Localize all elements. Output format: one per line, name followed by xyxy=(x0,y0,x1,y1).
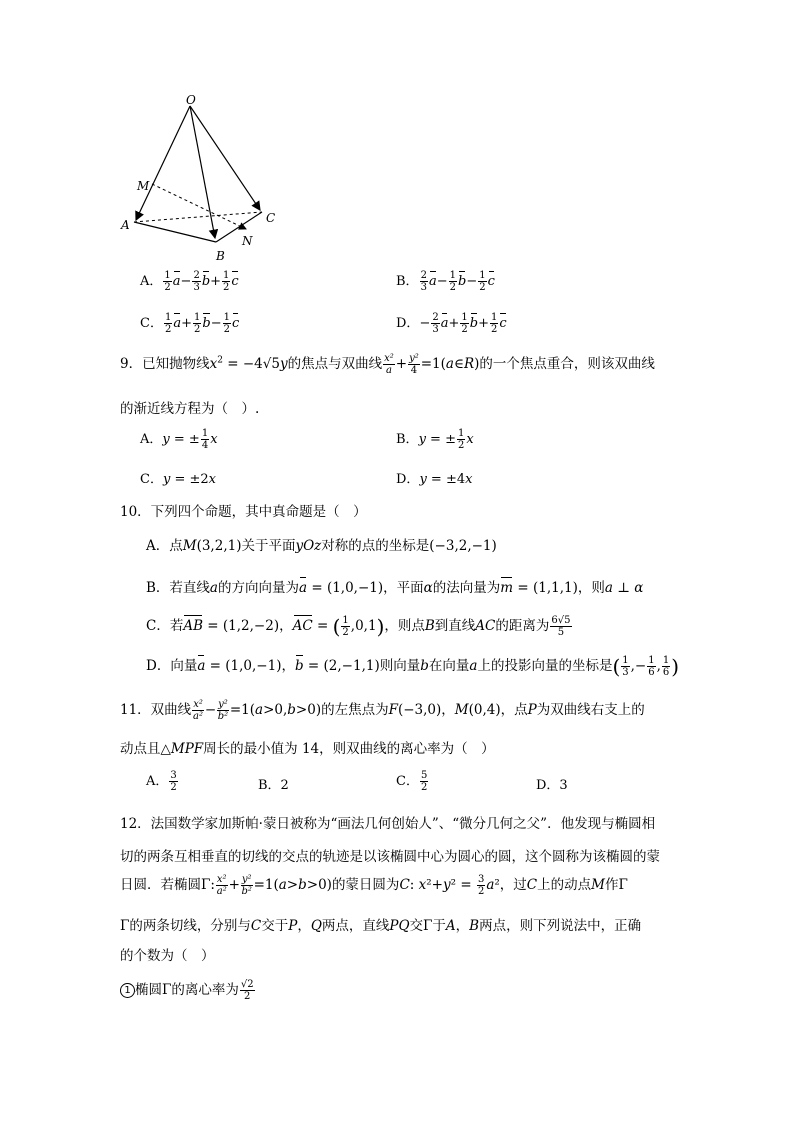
q11-option-d[interactable]: D．3 xyxy=(536,778,568,793)
q12-line3: 日圆．若椭圆Γ: $\frac{\text{x²}}{\text{a²}}$ + $\frac{\text{y²}}{\text{b²}}$ =1(a>b>0)的蒙日圆为C: x²+y² = $\frac{3}{2}$ a²，过C上的动点M作Γ xyxy=(120,874,628,897)
label-A: A xyxy=(121,218,130,232)
label-B: B xyxy=(216,249,225,263)
q12-line1: 12．法国数学家加斯帕·蒙日被称为“画法几何创始人”、“微分几何之父”．他发现与椭圆相 xyxy=(120,816,656,832)
q9-option-d[interactable]: D．y = ±4x xyxy=(396,472,473,487)
q8-option-b[interactable]: B． $\frac{2}{3}$ a− $\frac{1}{2}$ b− $\frac{1}{2}$ c xyxy=(396,270,495,293)
q9-line1: 9．已知抛物线$x^2 = -4√5y$的焦点与双曲线 $\frac{\text{x²}}{a}$ + $\frac{\text{y²}}{4}$ =1(a∈R)的一个焦点重合，则该双曲线 xyxy=(120,353,655,376)
q9-option-a[interactable]: A．y = ± $\frac{1}{4}$ x xyxy=(140,428,218,451)
tetrahedron-figure xyxy=(110,92,310,267)
q9-option-c[interactable]: C．y = ±2x xyxy=(140,472,216,487)
label-C: C xyxy=(266,211,276,225)
q11-line1: 11．双曲线 $\frac{\text{x²}}{\text{a²}}$ − $\frac{\text{y²}}{\text{b²}}$ =1(a>0,b>0)的左焦点为F(−3,0)，M(0,4)，点P为双曲线右支上的 xyxy=(120,699,645,722)
q12-item1: 1 椭圆Γ的离心率为 $\frac{√2}{2}$ xyxy=(120,978,256,1002)
q10-option-a[interactable]: A．点M(3,2,1)关于平面yOz对称的点的坐标是(−3,2,−1) xyxy=(146,538,497,554)
q10-stem: 10．下列四个命题，其中真命题是（ ） xyxy=(120,504,367,520)
label-O: O xyxy=(186,93,196,107)
q11-option-b[interactable]: B．2 xyxy=(258,778,289,793)
q8-option-a[interactable]: A． $\frac{1}{2}$ a− $\frac{2}{3}$ b+ $\frac{1}{2}$ c xyxy=(140,270,239,293)
q9-line2: 的渐近线方程为（ ）. xyxy=(120,401,260,417)
q12-line2: 切的两条互相垂直的切线的交点的轨迹是以该椭圆中心为圆心的圆，这个圆称为该椭圆的蒙 xyxy=(120,849,660,865)
q12-line4: Γ的两条切线，分别与C交于P，Q两点，直线PQ交Γ于A，B两点，则下列说法中，正确 xyxy=(120,918,642,934)
edge-OA xyxy=(136,106,190,220)
label-M: M xyxy=(137,179,150,193)
q10-option-d[interactable]: D．向量a = (1,0,−1)，b = (2,−1,1)则向量b在向量a上的投影向量的坐标是( $\frac{1}{3}$ ,− $\frac{1}{6}$ , $\frac{1}{6}$ ) xyxy=(146,654,680,679)
label-N: N xyxy=(242,234,253,248)
q8-option-c[interactable]: C． $\frac{1}{2}$ a+ $\frac{1}{2}$ b− $\frac{1}{2}$ c xyxy=(140,312,240,335)
edge-OC xyxy=(190,106,260,210)
edge-AB xyxy=(134,222,216,242)
q10-option-c[interactable]: C．若AB = (1,2,−2)，AC = ( $\frac{1}{2}$ ,0,1)，则点B到直线AC的距离为 $\frac{6√5}{5}$ xyxy=(146,614,571,639)
q9-option-b[interactable]: B．y = ± $\frac{1}{2}$ x xyxy=(396,428,474,451)
q8-option-d[interactable]: D．− $\frac{2}{3}$ a+ $\frac{1}{2}$ b+ $\frac{1}{2}$ c xyxy=(396,312,507,335)
q10-option-b[interactable]: B．若直线a的方向向量为a = (1,0,−1)，平面α的法向量为m = (1,1,1)，则a ⊥ α xyxy=(146,580,644,596)
q11-line2: 动点且△MPF周长的最小值为 14，则双曲线的离心率为（ ） xyxy=(120,741,495,757)
edge-AC-dashed xyxy=(134,212,262,222)
q12-line5: 的个数为（ ） xyxy=(120,948,215,964)
q11-option-c[interactable]: C． $\frac{5}{2}$ xyxy=(396,770,428,793)
vector-MN-dashed xyxy=(152,184,246,229)
circled-one-icon: 1 xyxy=(120,983,135,998)
edge-BC xyxy=(216,212,262,242)
edge-OB xyxy=(190,106,215,238)
q11-option-a[interactable]: A． $\frac{3}{2}$ xyxy=(146,770,177,793)
